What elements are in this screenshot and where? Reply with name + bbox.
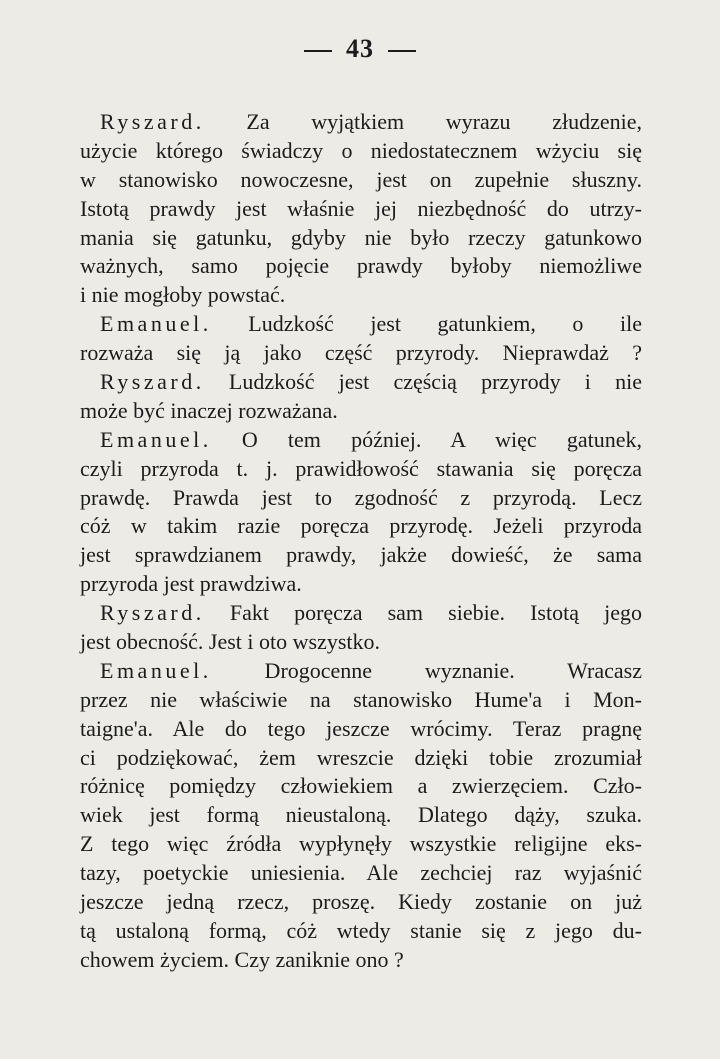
text-line (80, 108, 642, 137)
speaker-name: Ryszard. (100, 369, 205, 395)
text-line (80, 224, 642, 253)
text-line (80, 195, 642, 224)
page-body-text (80, 108, 642, 975)
line-text: Za wyjątkiem wyrazu złudzenie, (204, 109, 642, 134)
line-text: Ludzkość jest częścią przyrody i nie (204, 369, 642, 395)
line-text: mania się gatunku, gdyby nie było rzeczy gatunkowo (80, 224, 642, 250)
line-text: cóż w takim razie poręcza przyrodę. Jeżeli przyroda (80, 513, 642, 539)
text-line (80, 426, 642, 455)
line-text: różnicę pomiędzy człowiekiem a zwierzęciem. Czło- (80, 773, 642, 799)
text-line (80, 715, 642, 744)
text-line (80, 599, 642, 628)
line-text: Ludzkość jest gatunkiem, o ile (211, 311, 642, 337)
line-text: Z tego więc źródła wypłynęły wszystkie religijne eks- (80, 831, 642, 857)
text-line (80, 137, 642, 166)
line-text: taigne'a. Ale do tego jeszcze wrócimy. Teraz pragnę (80, 715, 642, 741)
line-text: prawdę. Prawda jest to zgodność z przyrodą. Lecz (80, 484, 642, 510)
text-line (80, 397, 642, 426)
line-text: ważnych, samo pojęcie prawdy byłoby niemożliwe (80, 253, 642, 279)
text-line (80, 859, 642, 888)
text-line (80, 946, 642, 975)
line-text: Istotą prawdy jest właśnie jej niezbędność do utrzy- (80, 195, 642, 221)
speaker-name: Ryszard. (100, 109, 205, 134)
line-text: czyli przyroda t. j. prawidłowość stawania się poręcza (80, 455, 642, 481)
page-number-header (0, 34, 720, 64)
line-text: przyroda jest prawdziwa. (80, 571, 302, 597)
text-line (80, 657, 642, 686)
text-line (80, 166, 642, 195)
text-line (80, 744, 642, 773)
speaker-name: Emanuel. (100, 311, 212, 337)
line-text: Drogocenne wyznanie. Wracasz (211, 657, 642, 683)
text-line (80, 772, 642, 801)
text-line (80, 281, 642, 310)
text-line (80, 368, 642, 397)
line-text: jest sprawdzianem prawdy, jakże dowieść, że sama (80, 542, 642, 568)
text-line (80, 455, 642, 484)
line-text: tą ustaloną formą, cóż wtedy stanie się z jego du- (80, 917, 642, 943)
text-line (80, 484, 642, 513)
line-text: chowem życiem. Czy zaniknie ono ? (80, 946, 404, 972)
line-text: Fakt poręcza sam siebie. Istotą jego (204, 600, 642, 626)
line-text: wiek jest formą nieustaloną. Dlatego dąży, szuka. (80, 802, 642, 828)
line-text: O tem później. A więc gatunek, (211, 426, 642, 452)
text-line (80, 830, 642, 859)
text-line (80, 541, 642, 570)
text-line (80, 310, 642, 339)
speaker-name: Ryszard. (100, 600, 205, 626)
text-line (80, 570, 642, 599)
text-line (80, 628, 642, 657)
line-text: rozważa się ją jako część przyrody. Nieprawdaż ? (80, 340, 642, 366)
page-number: 43 (346, 34, 374, 63)
text-line (80, 252, 642, 281)
text-line (80, 686, 642, 715)
text-line (80, 917, 642, 946)
text-line (80, 801, 642, 830)
text-line (80, 888, 642, 917)
line-text: przez nie właściwie na stanowisko Hume'a i Mon- (80, 686, 642, 712)
text-line (80, 512, 642, 541)
left-dash (304, 50, 332, 52)
line-text: jest obecność. Jest i oto wszystko. (80, 629, 381, 655)
line-text: ci podziękować, żem wreszcie dzięki tobie zrozumiał (80, 744, 642, 770)
line-text: w stanowisko nowoczesne, jest on zupełnie słuszny. (80, 166, 642, 192)
speaker-name: Emanuel. (100, 657, 212, 683)
line-text: i nie mogłoby powstać. (80, 282, 286, 308)
right-dash (388, 50, 416, 52)
line-text: tazy, poetyckie uniesienia. Ale zechciej raz wyjaśnić (80, 860, 642, 886)
line-text: jeszcze jedną rzecz, proszę. Kiedy zostanie on już (80, 889, 642, 915)
speaker-name: Emanuel. (100, 426, 212, 452)
line-text: użycie którego świadczy o niedostatecznem wżyciu się (80, 137, 642, 163)
text-line (80, 339, 642, 368)
line-text: może być inaczej rozważana. (80, 397, 338, 423)
